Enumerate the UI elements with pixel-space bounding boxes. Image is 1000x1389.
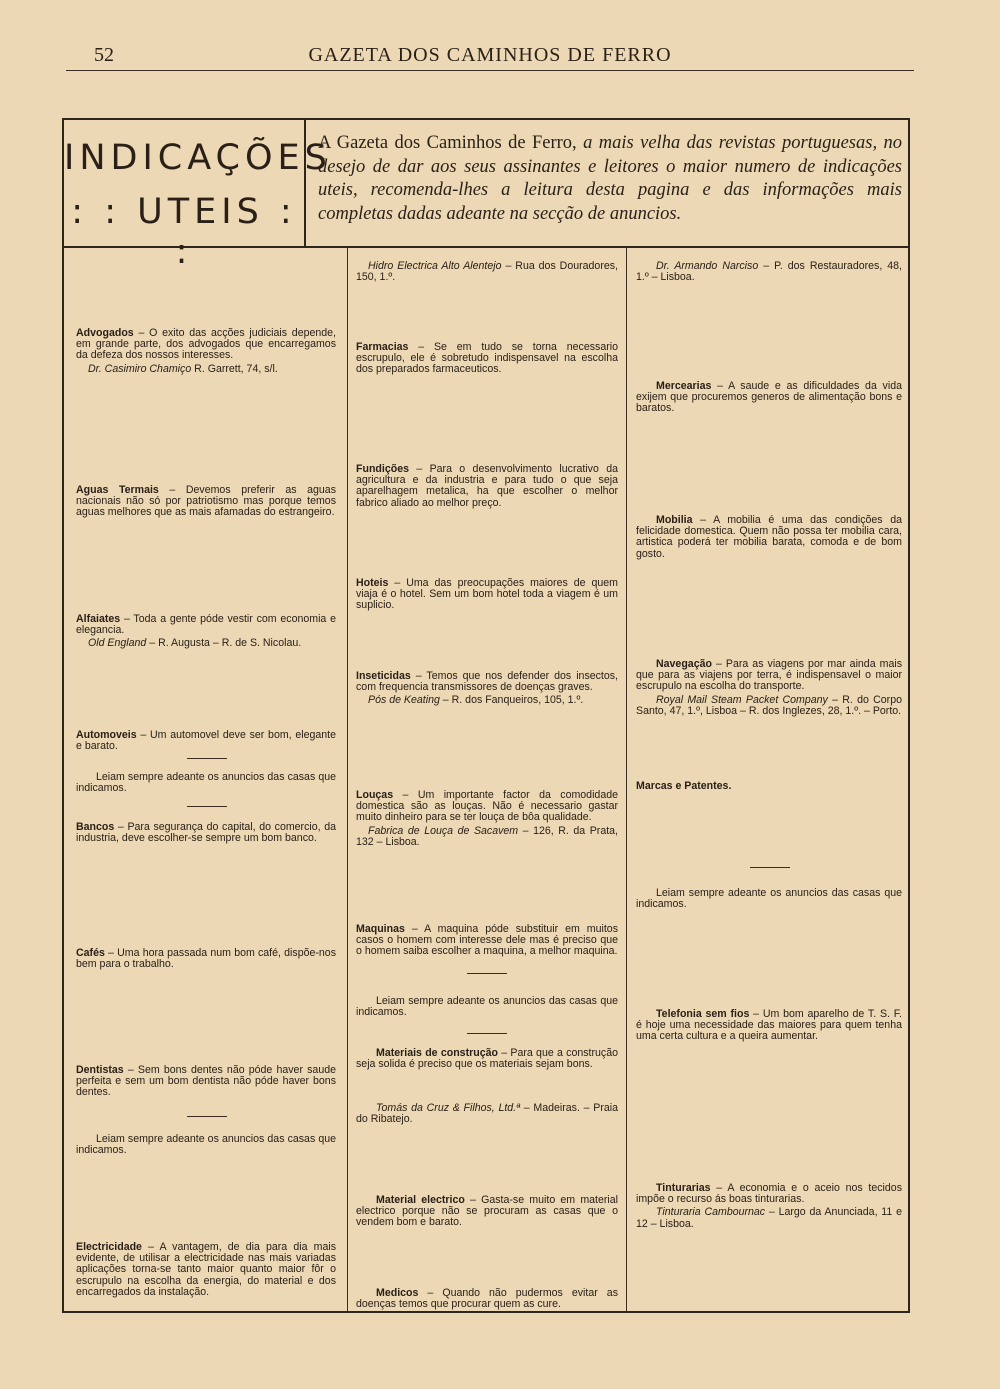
banner-intro-italic: a mais velha das revistas portuguesas, no desejo de dar aos seus assinantes e leitores o maior numero de indicações uteis, recomenda-lhes a leitura desta pagina e das informações mais completas dadas adeante na secção de anuncios.	[318, 133, 903, 224]
entry-text: – Toda a gente póde vestir com economia e elegancia.	[76, 613, 336, 637]
entry-loucas	[356, 790, 618, 848]
entry-head: Automoveis	[76, 729, 137, 741]
banner-intro-plain: A Gazeta dos Caminhos de Ferro,	[318, 133, 577, 153]
entry-armando-narciso	[636, 261, 902, 283]
entry-head: Farmacias	[356, 341, 409, 353]
entry-text: – A mobilia é uma das condições da felicidade domestica. Quem não possa ter mobilia cara, artistica poderá ter mobilia barata, comoda e de bom gosto.	[636, 514, 902, 560]
entry-head: Aguas Termais	[76, 484, 159, 496]
entry-sub-plain: – R. do Corpo Santo, 47, 1.º, Lisboa – R. dos Inglezes, 28, 1.º. – Porto.	[636, 693, 902, 717]
entry-sub-plain: – P. dos Restauradores, 48, 1.º – Lisboa.	[636, 260, 902, 284]
entry-leiam-1	[76, 772, 336, 794]
entry-leiam-2	[76, 1134, 336, 1156]
separator-rule	[187, 806, 227, 807]
entry-text: – Sem bons dentes não póde haver saude perfeita e sem um bom dentista não póde haver bons dentes.	[76, 1064, 336, 1099]
entry-sub-italic: Hidro Electrica Alto Alentejo	[368, 260, 502, 272]
entry-advogados	[76, 328, 336, 375]
entry-text: – Quando não pudermos evitar as doenças temos que procurar quem as cure.	[356, 1287, 618, 1311]
entry-farmacias	[356, 342, 618, 376]
entry-tomas-da-cruz	[356, 1103, 618, 1125]
entry-sub-plain: – 126, R. da Prata, 132 – Lisboa.	[356, 824, 618, 848]
separator-rule	[750, 867, 790, 868]
entry-text: – Uma hora passada num bom café, dispõe-nos bem para o trabalho.	[76, 947, 336, 971]
entry-text: – Um importante factor da comodidade domestica são as louças. Não é necessario gastar muito dinheiro para se ter louça de bôa qualidade.	[356, 789, 618, 824]
entry-head: Maquinas	[356, 923, 405, 935]
entry-head: Hoteis	[356, 577, 389, 589]
entry-text: – Para segurança do capital, do comercio, da industria, deve escolher-se sempre um bom banco.	[76, 821, 336, 845]
entry-sub-italic: Dr. Casimiro Chamiço	[88, 362, 192, 375]
entry-head: Fundições	[356, 463, 409, 475]
entry-head: Medicos	[376, 1287, 419, 1299]
entry-sub-italic: Tinturaria Cambournac	[656, 1206, 766, 1219]
entry-head: Materiais de construção	[376, 1047, 498, 1059]
entry-sub-italic: Fabrica de Louça de Sacavem	[368, 824, 519, 837]
entry-text: – O exito das acções judiciais depende, em grande parte, dos advogados que encarregamos da defeza dos nossos interesses.	[76, 327, 336, 362]
entry-head: Dentistas	[76, 1064, 124, 1076]
entry-head: Electricidade	[76, 1241, 142, 1253]
entry-head: Telefonia sem fios	[656, 1008, 750, 1020]
entry-materiais	[356, 1048, 618, 1070]
entry-sub-italic: Royal Mail Steam Packet Company	[656, 693, 828, 706]
entry-hoteis	[356, 578, 618, 612]
entry-hidro-electrica	[356, 261, 618, 283]
entry-text: – Um bom aparelho de T. S. F. é hoje uma necessidade das maiores para quem tenha uma certa cultura e a queira aumentar.	[636, 1008, 902, 1043]
entry-head: Louças	[356, 789, 394, 801]
entry-mobilia	[636, 515, 902, 560]
entry-text: Leiam sempre adeante os anuncios das casas que indicamos.	[76, 1133, 336, 1157]
entry-aguas-termais	[76, 485, 336, 519]
entry-sub-italic: Pós de Keating	[368, 694, 440, 707]
banner-intro	[318, 132, 902, 226]
column-divider-2	[626, 248, 627, 1311]
entry-head: Cafés	[76, 947, 105, 959]
entry-dentistas	[76, 1065, 336, 1099]
entry-leiam-3	[356, 996, 618, 1018]
entry-head: Marcas e Patentes.	[636, 780, 732, 792]
entry-text: – A vantagem, de dia para dia mais evidente, de utilisar a electricidade nas mais variadas aplicações torna-se tanto maior quanto maior fôr o escrupulo na escolha da energia, do material e dos encarregados da instalação.	[76, 1241, 336, 1298]
entry-text: – Devemos preferir as aguas nacionais não só por patriotismo mas porque temos aguas melhores que as mais afamadas do estrangeiro.	[76, 484, 336, 519]
indicacoes-frame	[62, 118, 910, 1313]
entry-text: – Um automovel deve ser bom, elegante e barato.	[76, 729, 336, 753]
separator-rule	[187, 758, 227, 759]
entry-head: Mobilia	[656, 514, 693, 526]
entry-navegacao	[636, 659, 902, 717]
entry-fundicoes	[356, 464, 618, 509]
entry-text: Leiam sempre adeante os anuncios das casas que indicamos.	[356, 995, 618, 1019]
entry-sub-plain: – R. dos Fanqueiros, 105, 1.º.	[439, 694, 584, 707]
entry-material-electrico	[356, 1195, 618, 1229]
entry-head: Advogados	[76, 327, 134, 339]
entry-mercearias	[636, 381, 902, 415]
column-divider-1	[347, 248, 348, 1311]
entry-text: – Se em tudo se torna necessario escrupulo, ele é sobretudo indispensavel na escolha dos preparados farmaceuticos.	[356, 341, 618, 376]
entry-sub-plain: – R. Augusta – R. de S. Nicolau.	[146, 637, 302, 650]
entry-head: Bancos	[76, 821, 115, 833]
entry-text: – A saude e as dificuldades da vida exijem que procuremos generos de alimentação bons e baratos.	[636, 380, 902, 415]
entry-sub-plain: – Largo da Anunciada, 11 e 12 – Lisboa.	[636, 1206, 902, 1230]
entry-bancos	[76, 822, 336, 844]
entry-head: Inseticidas	[356, 670, 411, 682]
banner-title-line2: : : UTEIS : :	[71, 192, 297, 272]
entry-head: Material electrico	[376, 1194, 465, 1206]
entry-electricidade	[76, 1242, 336, 1298]
running-head	[66, 40, 914, 71]
entry-head: Alfaiates	[76, 613, 121, 625]
separator-rule	[467, 973, 507, 974]
entry-sub-italic: Old England	[88, 637, 147, 650]
banner-title-line1: INDICAÇÕES	[64, 138, 332, 178]
journal-title: GAZETA DOS CAMINHOS DE FERRO	[308, 44, 672, 66]
entry-marcas-patentes	[636, 781, 902, 792]
entry-sub-italic: Dr. Armando Narciso	[656, 260, 759, 272]
entry-head: Navegação	[656, 658, 712, 670]
entry-text: – Para o desenvolvimento lucrativo da agricultura e da industria e para tudo o que seja aparelhagem metalica, ha que escolher o melhor fabrico aliado ao melhor preço.	[356, 463, 618, 509]
entry-text: – Para as viagens por mar ainda mais que para as viajens por terra, é indispensavel o maior escrupulo na escolha do transporte.	[636, 658, 902, 693]
entry-cafes	[76, 948, 336, 970]
entry-alfaiates	[76, 614, 336, 650]
page-number: 52	[94, 44, 114, 66]
entry-text: – Temos que nos defender dos insectos, com frequencia transmissores de doenças graves.	[356, 670, 618, 694]
entry-tinturarias	[636, 1183, 902, 1230]
entry-telefonia	[636, 1009, 902, 1043]
entry-text: – A maquina póde substituir em muitos casos o homem com interesse dele mas é preciso que o homem saiba escolher a maquina, a melhor maquina.	[356, 923, 618, 958]
entry-medicos	[356, 1288, 618, 1310]
entry-leiam-4	[636, 888, 902, 910]
entry-maquinas	[356, 924, 618, 958]
entry-text: – A economia e o aceio nos tecidos impõe o recurso ás boas tinturarias.	[636, 1182, 902, 1206]
entry-automoveis	[76, 730, 336, 752]
separator-rule	[467, 1033, 507, 1034]
entry-sub-plain: R. Garrett, 74, s/l.	[191, 362, 278, 375]
entry-head: Tinturarias	[656, 1182, 711, 1194]
entry-sub-plain: – Rua dos Douradores, 150, 1.º.	[356, 260, 618, 284]
entry-text: Leiam sempre adeante os anuncios das casas que indicamos.	[636, 887, 902, 911]
entry-text: – Uma das preocupações maiores de quem viaja é o hotel. Sem um bom hotel toda a viagem é um suplicio.	[356, 577, 618, 612]
banner-title-box	[64, 120, 332, 272]
entry-sub-plain: – Madeiras. – Praia do Ribatejo.	[356, 1102, 618, 1126]
entry-inseticidas	[356, 671, 618, 707]
entry-text: – Para que a construção seja solida é preciso que os materiais sejam bons.	[356, 1047, 618, 1071]
entry-text: – Gasta-se muito em material electrico porque não se procuram as casas que o vendem bom e barato.	[356, 1194, 619, 1229]
entry-text: Leiam sempre adeante os anuncios das casas que indicamos.	[76, 771, 336, 795]
entry-sub-italic: Tomás da Cruz & Filhos, Ltd.ª	[376, 1102, 521, 1114]
separator-rule	[187, 1116, 227, 1117]
entry-head: Mercearias	[656, 380, 712, 392]
